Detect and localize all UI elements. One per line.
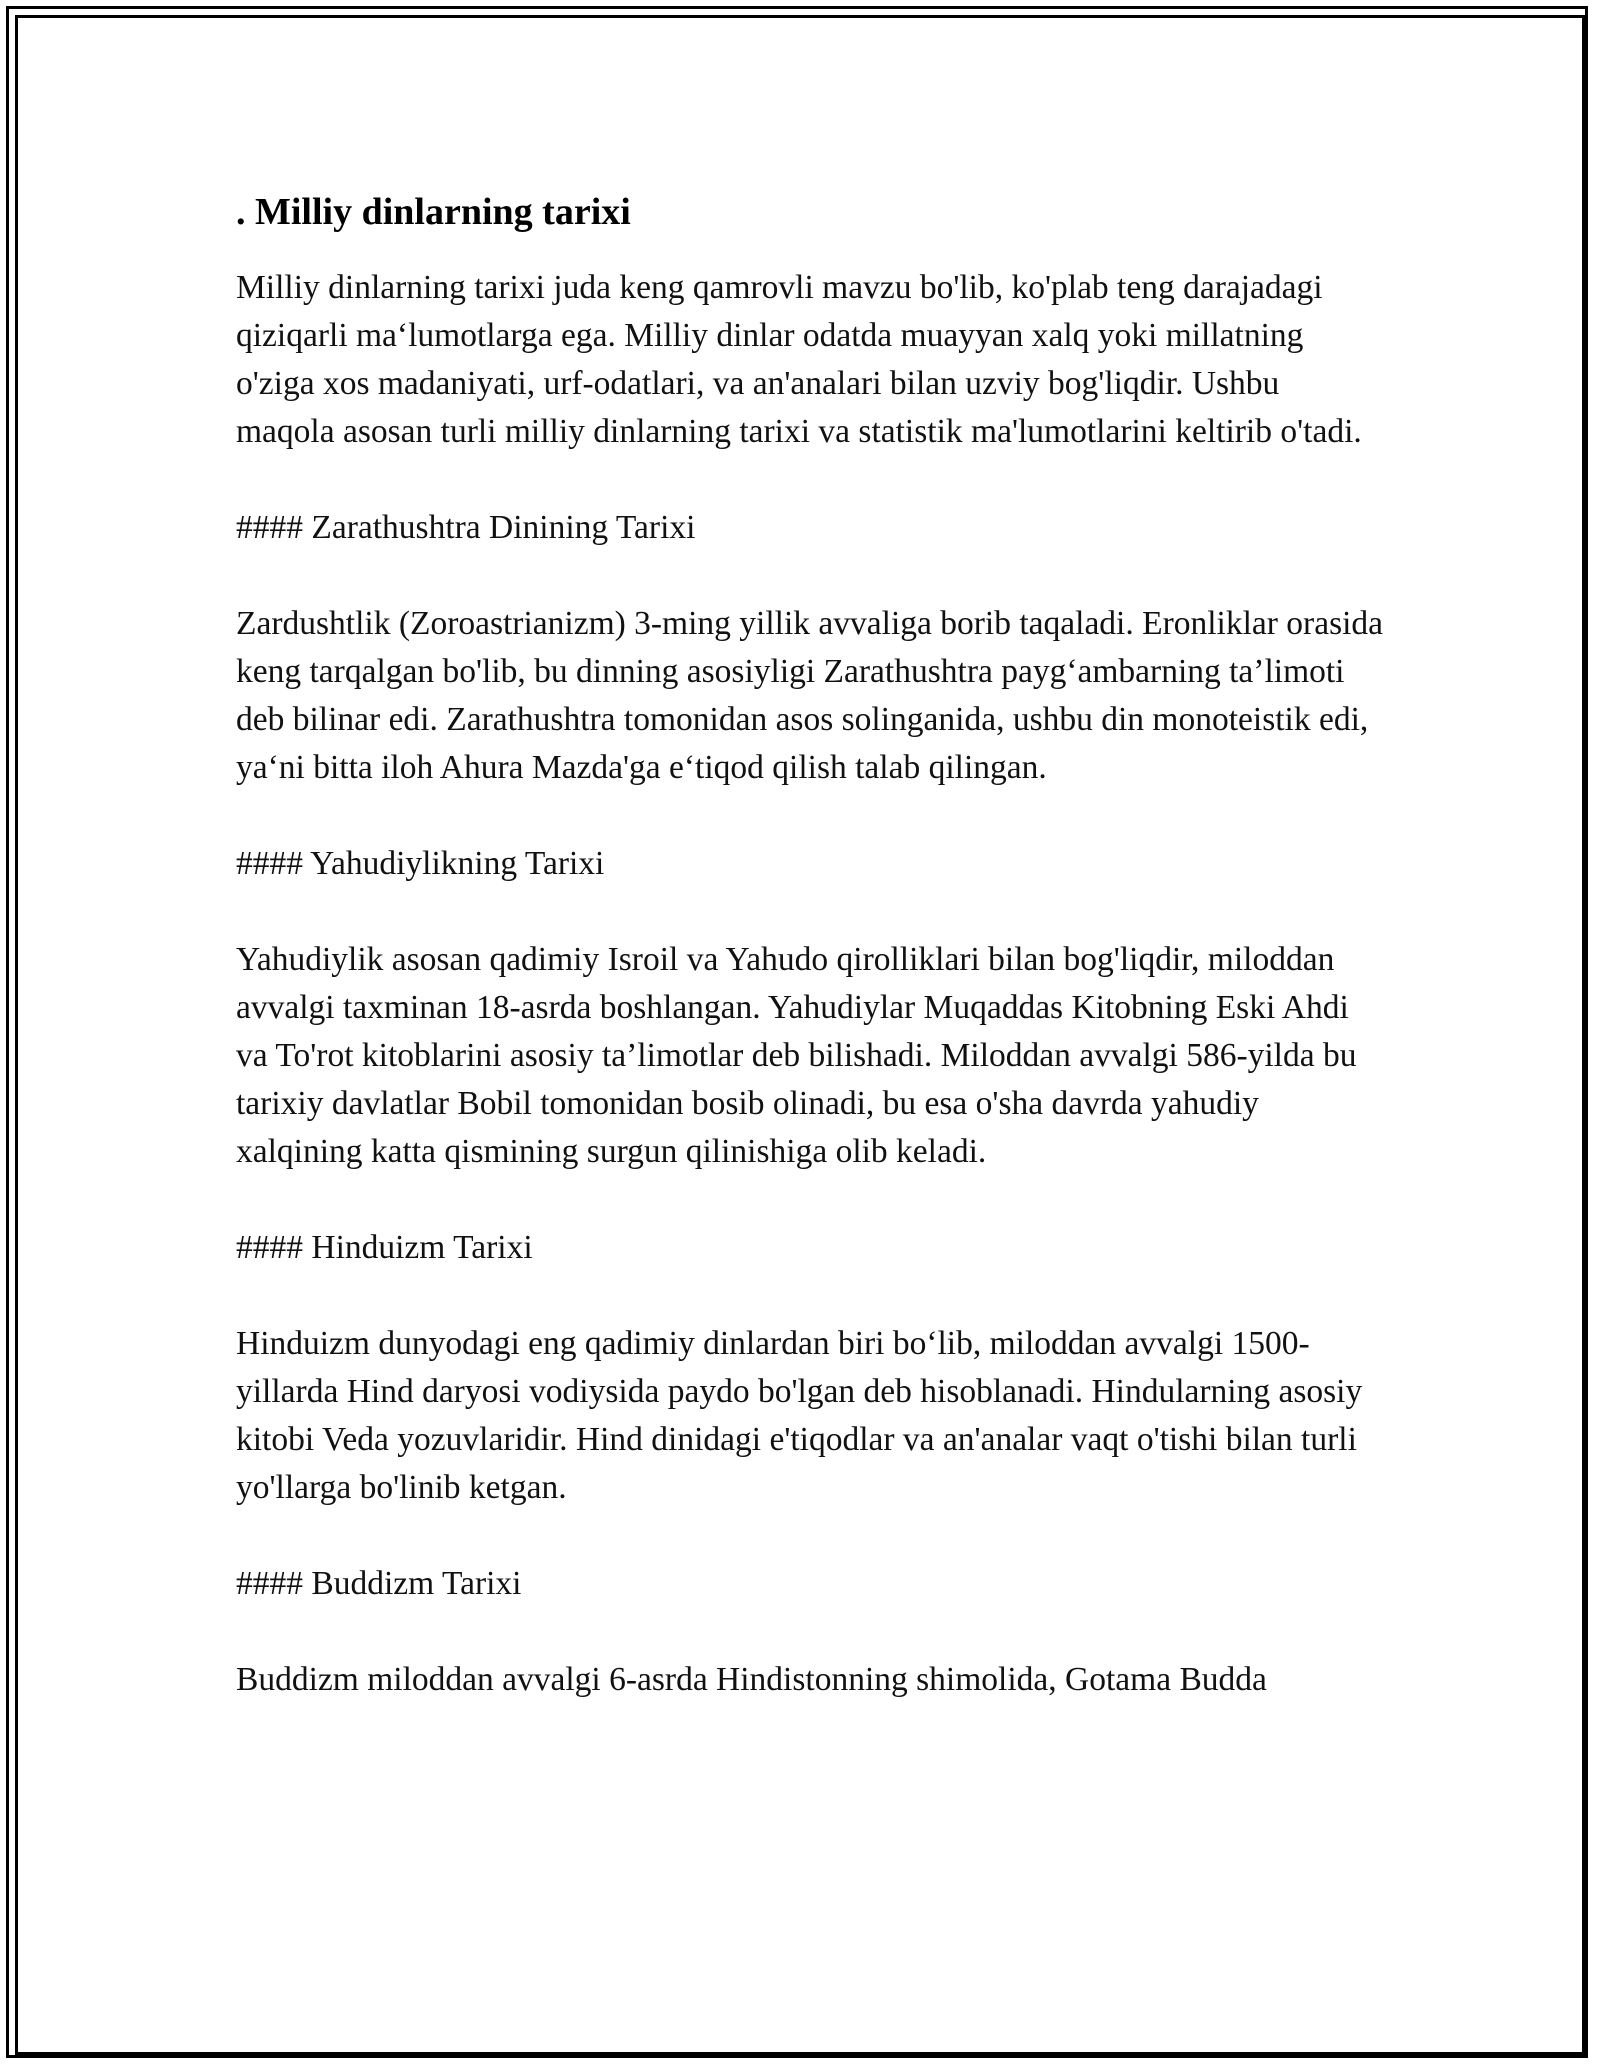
section-text-yahudiylik: Yahudiylik asosan qadimiy Isroil va Yahudo qirolliklari bilan bog'liqdir, miloddan avvalgi taxminan 18-asrda boshlangan. Yahudiylar Muqaddas Kitobning Eski Ahdi va To'rot kitoblarini asosiy ta’limotlar deb bilishadi. Miloddan avvalgi 586-yilda bu tarixiy davlatlar Bobil tomonidan bosib olinadi, bu esa o'sha davrda yahudiy xalqining katta qismining surgun qilinishiga olib keladi. bbox=[236, 941, 1357, 1170]
section-heading-buddizm: #### Buddizm Tarixi bbox=[236, 1565, 522, 1602]
section-text-zarathushtra: Zardushtlik (Zoroastrianizm) 3-ming yillik avvaliga borib taqaladi. Eronliklar orasida keng tarqalgan bo'lib, bu dinning asosiyligi Zarathushtra payg‘ambarning ta’limoti deb bilinar edi. Zarathushtra tomonidan asos solinganida, ushbu din monoteistik edi, ya‘ni bitta iloh Ahura Mazda'ga e‘tiqod qilish talab qilingan. bbox=[236, 605, 1384, 786]
section-heading-hinduizm: #### Hinduizm Tarixi bbox=[236, 1229, 533, 1266]
document-title: . Milliy dinlarning tarixi bbox=[236, 191, 631, 233]
document-body bbox=[236, 188, 1386, 1704]
section-text-hinduizm: Hinduizm dunyodagi eng qadimiy dinlardan biri bo‘lib, miloddan avvalgi 1500-yillarda Hind daryosi vodiysida paydo bo'lgan deb hisoblanadi. Hindularning asosiy kitobi Veda yozuvlaridir. Hind dinidagi e'tiqodlar va an'analar vaqt o'tishi bilan turli yo'llarga bo'linib ketgan. bbox=[236, 1325, 1363, 1506]
intro-paragraph: Milliy dinlarning tarixi juda keng qamrovli mavzu bo'lib, ko'plab teng darajadagi qiziqarli ma‘lumotlarga ega. Milliy dinlar odatda muayyan xalq yoki millatning o'ziga xos madaniyati, urf-odatlari, va an'analari bilan uzviy bog'liqdir. Ushbu maqola asosan turli milliy dinlarning tarixi va statistik ma'lumotlarini keltirib o'tadi. bbox=[236, 269, 1362, 450]
section-heading-yahudiylik: #### Yahudiylikning Tarixi bbox=[236, 845, 605, 882]
section-text-buddizm: Buddizm miloddan avvalgi 6-asrda Hindistonning shimolida, Gotama Budda bbox=[236, 1661, 1267, 1698]
section-heading-zarathushtra: #### Zarathushtra Dinining Tarixi bbox=[236, 509, 696, 546]
